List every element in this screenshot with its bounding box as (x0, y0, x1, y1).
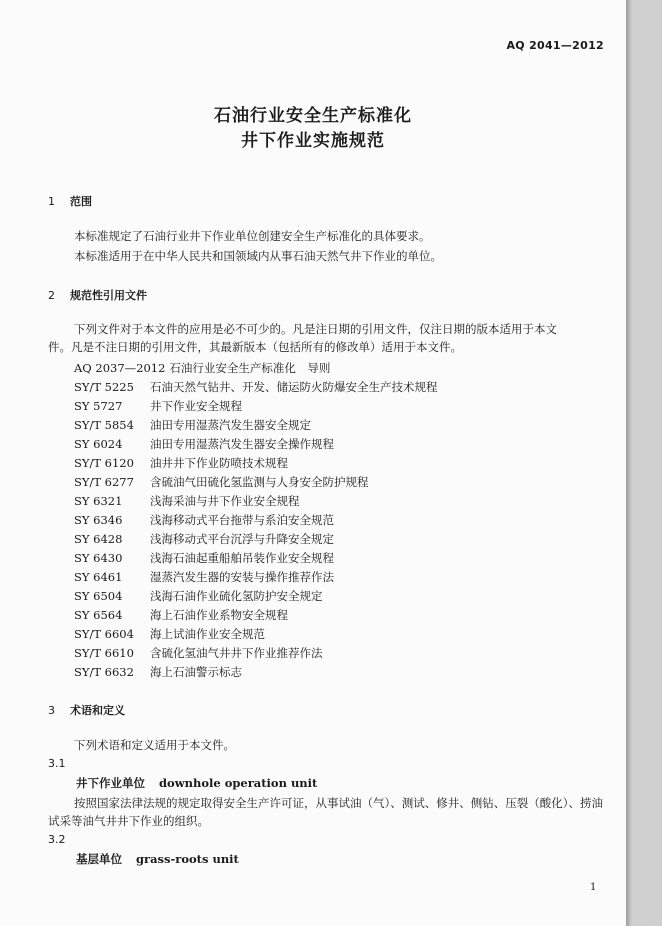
reference-item (74, 379, 438, 395)
term-chinese: 井下作业单位 (76, 776, 145, 790)
page-edge-shadow (626, 0, 662, 926)
reference-title: 湿蒸汽发生器的安装与操作推荐作法 (150, 570, 334, 584)
section-2-heading (48, 287, 147, 303)
section-title: 规范性引用文件 (70, 289, 147, 302)
reference-code: SY 6346 (74, 513, 123, 527)
section-number: 1 (48, 195, 55, 208)
reference-title: 海上石油警示标志 (150, 665, 242, 679)
reference-title: 浅海采油与井下作业安全规程 (150, 494, 300, 508)
reference-title: 含硫油气田硫化氢监测与人身安全防护规程 (150, 475, 369, 489)
reference-item (74, 474, 369, 490)
reference-code: SY 6430 (74, 551, 123, 565)
document-title-line1: 石油行业安全生产标准化 (214, 106, 412, 126)
reference-item (74, 645, 323, 661)
reference-item (74, 360, 330, 376)
paragraph: 件。凡是不注日期的引用文件，其最新版本（包括所有的修改单）适用于本文件。 (48, 340, 462, 354)
reference-title: 含硫化氢油气井井下作业推荐作法 (150, 646, 323, 660)
paragraph: 下列术语和定义适用于本文件。 (74, 738, 235, 752)
reference-title: 油田专用湿蒸汽发生器安全操作规程 (150, 437, 334, 451)
reference-title: 海上试油作业安全规范 (150, 627, 265, 641)
reference-code: SY/T 6610 (74, 646, 134, 660)
reference-item (74, 607, 288, 623)
reference-item (74, 493, 300, 509)
reference-code: SY 6321 (74, 494, 123, 508)
reference-title: 浅海移动式平台拖带与系泊安全规范 (150, 513, 334, 527)
reference-item (74, 664, 242, 680)
reference-item (74, 455, 288, 471)
reference-title: 石油天然气钻井、开发、储运防火防爆安全生产技术规程 (150, 380, 438, 394)
paragraph: 本标准适用于在中华人民共和国领域内从事石油天然气井下作业的单位。 (74, 249, 442, 263)
page-number: 1 (590, 882, 597, 893)
reference-item (74, 417, 311, 433)
reference-code: AQ 2037—2012 (74, 361, 166, 375)
reference-code: SY 6461 (74, 570, 123, 584)
reference-item (74, 569, 334, 585)
definition-text: 按照国家法律法规的规定取得安全生产许可证，从事试油（气）、测试、修井、侧钻、压裂（酸化）、捞油 (74, 796, 603, 810)
reference-code: SY/T 5225 (74, 380, 134, 394)
reference-item (74, 436, 334, 452)
reference-code: SY/T 6277 (74, 475, 134, 489)
term-english: grass-roots unit (136, 852, 239, 866)
definition-text: 试采等油气井井下作业的组织。 (48, 814, 209, 828)
standard-code: AQ 2041—2012 (506, 39, 604, 52)
reference-code: SY 6504 (74, 589, 123, 603)
reference-code: SY/T 5854 (74, 418, 134, 432)
section-3-heading (48, 702, 125, 718)
reference-title: 油井井下作业防喷技术规程 (150, 456, 288, 470)
reference-title: 浅海石油起重船舶吊装作业安全规程 (150, 551, 334, 565)
reference-item (74, 531, 334, 547)
section-1-heading (48, 193, 92, 209)
term-entry (76, 775, 317, 791)
reference-item (74, 588, 323, 604)
term-chinese: 基层单位 (76, 852, 122, 866)
section-title: 范围 (70, 195, 92, 208)
paragraph: 下列文件对于本文件的应用是必不可少的。凡是注日期的引用文件，仅注日期的版本适用于本文 (74, 322, 557, 336)
reference-code: SY/T 6632 (74, 665, 134, 679)
reference-code: SY 6564 (74, 608, 123, 622)
reference-item (74, 550, 334, 566)
clause-number: 3.2 (48, 833, 66, 846)
section-number: 2 (48, 289, 55, 302)
reference-title: 浅海石油作业硫化氢防护安全规定 (150, 589, 323, 603)
reference-title: 石油行业安全生产标准化 导则 (169, 361, 331, 375)
reference-title: 油田专用湿蒸汽发生器安全规定 (150, 418, 311, 432)
reference-item (74, 398, 242, 414)
reference-code: SY/T 6604 (74, 627, 134, 641)
paragraph: 本标准规定了石油行业井下作业单位创建安全生产标准化的具体要求。 (74, 229, 431, 243)
term-entry (76, 851, 239, 867)
section-title: 术语和定义 (70, 704, 125, 717)
clause-number: 3.1 (48, 757, 66, 770)
reference-code: SY 5727 (74, 399, 123, 413)
section-number: 3 (48, 704, 55, 717)
term-english: downhole operation unit (159, 776, 318, 790)
reference-title: 海上石油作业系物安全规程 (150, 608, 288, 622)
reference-title: 浅海移动式平台沉浮与升降安全规定 (150, 532, 334, 546)
reference-item (74, 512, 334, 528)
reference-item (74, 626, 265, 642)
reference-code: SY/T 6120 (74, 456, 134, 470)
reference-title: 井下作业安全规程 (150, 399, 242, 413)
reference-code: SY 6024 (74, 437, 123, 451)
document-title-line2: 井下作业实施规范 (241, 131, 385, 151)
reference-code: SY 6428 (74, 532, 123, 546)
